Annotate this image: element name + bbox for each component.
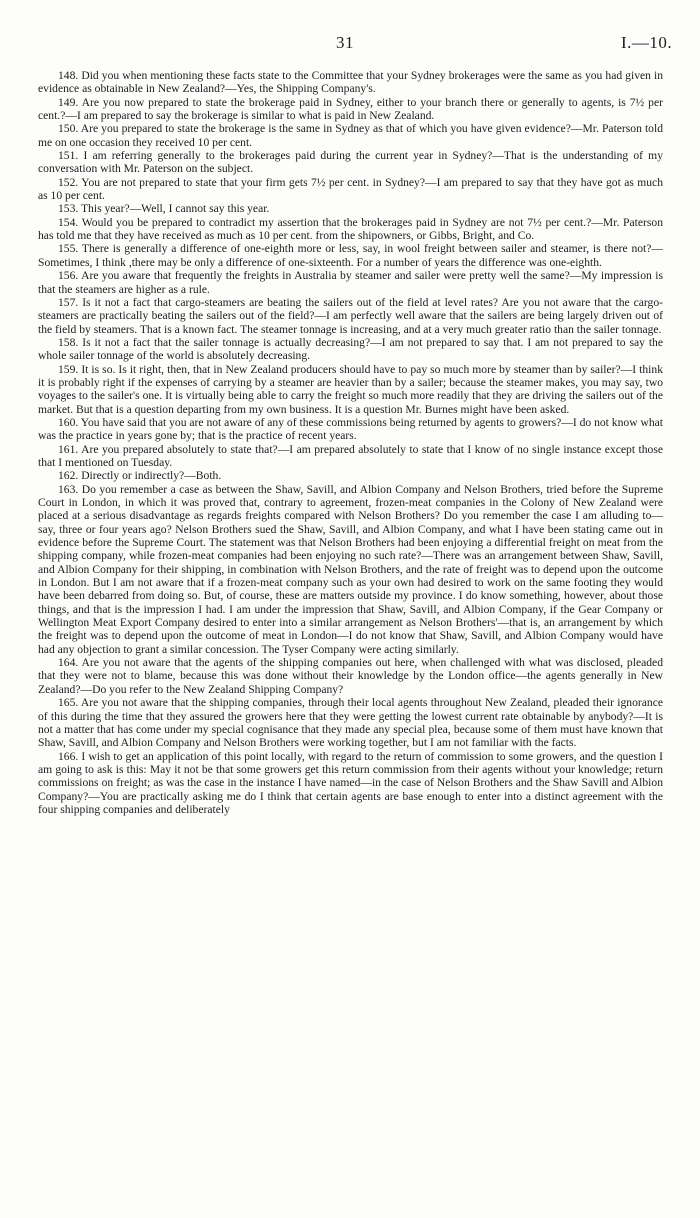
- paragraph-163: 163. Do you remember a case as between the Shaw, Savill, and Albion Company and Nelson Brothers, tried before the Supreme Court in London, in which it was proved that, contrary to agreement, frozen-meat companies in the Colony of New Zealand were placed at a serious disadvantage as regards freights compared with Nelson Brothers? Do you remember the case I am alluding to—say, three or four years ago? Nelson Brothers sued the Shaw, Savill, and Albion Company, and what I have been stating came out in evidence before the Supreme Court. The statement was that Nelson Brothers had been enjoying a differential freight on meat from the shipping company, while frozen-meat companies had been enjoying no such rate?—There was an arrangement between Shaw, Savill, and Albion Company for their shipping, in combination with Nelson Brothers, and the rate of freight was to depend upon the outcome in London. But I am not aware that if a frozen-meat company such as your own had desired to work on the same footing they would have been debarred from doing so. But, of course, these are matters outside my province. I do know something, however, about those things, and that is the impression I had. I am under the impression that Shaw, Savill, and Albion Company, if the Gear Company or Wellington Meat Export Company desired to enter into a similar arrangement as Nelson Brothers'—that is, an arrangement by which the freight was to depend upon the outcome of meat in London—I do not know that Shaw, Savill, and Albion Company would have had any objection to grant a similar concession. The Tyser Company were acting similarly.: [38, 482, 663, 656]
- paragraph-148: 148. Did you when mentioning these facts state to the Committee that your Sydney brokerages were the same as you had given in evidence as obtainable in New Zealand?—Yes, the Shipping Company's.: [38, 69, 663, 96]
- paragraph-164: 164. Are you not aware that the agents of the shipping companies out here, when challenged with what was disclosed, pleaded that they were not to blame, because this was done without their knowledge by the London office—the agents generally in New Zealand?—Do you refer to the New Zealand Shipping Company?: [38, 656, 663, 696]
- paragraph-166: 166. I wish to get an application of this point locally, with regard to the return of commission to some growers, and the question I am going to ask is this: May it not be that some growers get this return commission from their agents without your knowledge; return commissions on freight; as was the case in the instance I have named—in the case of Nelson Brothers and the Shaw Savill and Albion Company?—You are practically asking me do I think that certain agents are base enough to enter into a distinct agreement with the four shipping companies and deliberately: [38, 749, 663, 816]
- paragraph-162: 162. Directly or indirectly?—Both.: [58, 469, 222, 483]
- paragraph-158: 158. Is it not a fact that the sailer tonnage is actually decreasing?—I am not prepared to say that. I am not prepared to say the whole sailer tonnage of the world is absolutely decreasing.: [38, 335, 663, 363]
- paragraph-156: 156. Are you aware that frequently the freights in Australia by steamer and sailer were pretty well the same?—My impression is that the steamers are higher as a rule.: [38, 269, 663, 296]
- paragraph-155: 155. There is generally a difference of one-eighth more or less, say, in wool freight between sailer and steamer, is there not?—Sometimes, I think ,there may be only a difference of one-sixteenth. For a number of years the difference was one-eighth.: [38, 242, 663, 269]
- paragraph-153: 153. This year?—Well, I cannot say this year.: [58, 202, 270, 216]
- paragraph-160: 160. You have said that you are not aware of any of these commissions being returned by agents to growers?—I do not know what was the practice in years gone by; that is the practice of recent years.: [38, 415, 663, 443]
- paragraph-151: 151. I am referring generally to the brokerages paid during the current year in Sydney?—That is the understanding of my conversation with Mr. Paterson on the subject.: [38, 149, 663, 176]
- paragraph-159: 159. It is so. Is it right, then, that in New Zealand producers should have to pay so much more by steamer than by sailer?—I think it is probably right if the expenses of carrying by a steamer are heavier than by a sailer; because the steamer makes, you may say, two voyages to the sailer's one. It is virtually being able to carry the freight so much more readily that they are driving the sailers out of the market. But that is a question departing from my own business. It is a question Mr. Burnes might have been asked.: [38, 362, 663, 416]
- paragraph-152: 152. You are not prepared to state that your firm gets 7½ per cent. in Sydney?—I am prepared to say that they have got as much as 10 per cent.: [38, 175, 663, 203]
- page-number: 31: [336, 33, 354, 52]
- document-body: [38, 69, 663, 816]
- paragraph-154: 154. Would you be prepared to contradict my assertion that the brokerages paid in Sydney are not 7½ per cent.?—Mr. Paterson has told me that they have received as much as 10 per cent. from the shipowners, or Gibbs, Bright, and Co.: [38, 215, 663, 243]
- paragraph-150: 150. Are you prepared to state the brokerage is the same in Sydney as that of which you have given evidence?—Mr. Paterson told me on one occasion they received 10 per cent.: [38, 122, 663, 149]
- paragraph-157: 157. Is it not a fact that cargo-steamers are beating the sailers out of the field at level rates? Are you not aware that the cargo-steamers are practically beating the sailers out of the field?—I am perfectly well aware that the sailers are being largely driven out of the field by steamers. That is a known fact. The steamer tonnage is increasing, and at a very much greater ratio than the sailer tonnage.: [38, 295, 663, 336]
- paragraph-165: 165. Are you not aware that the shipping companies, through their local agents throughout New Zealand, pleaded their ignorance of this during the time that they assured the growers here that they were getting the lowest current rate obtainable by anybody?—It is not a matter that has come under my special cognisance that they made any special plea, because some of them must have known that Shaw, Savill, and Albion Company and Nelson Brothers were working together, but I am not familiar with the facts.: [38, 696, 663, 750]
- paragraph-161: 161. Are you prepared absolutely to state that?—I am prepared absolutely to state that I know of no single instance except those that I mentioned on Tuesday.: [38, 442, 663, 469]
- document-reference: I.—10.: [621, 33, 673, 52]
- paragraph-149: 149. Are you now prepared to state the brokerage paid in Sydney, either to your branch there or generally to agents, is 7½ per cent.?—I am prepared to say the brokerage is similar to what is paid in New Zealand.: [38, 95, 663, 123]
